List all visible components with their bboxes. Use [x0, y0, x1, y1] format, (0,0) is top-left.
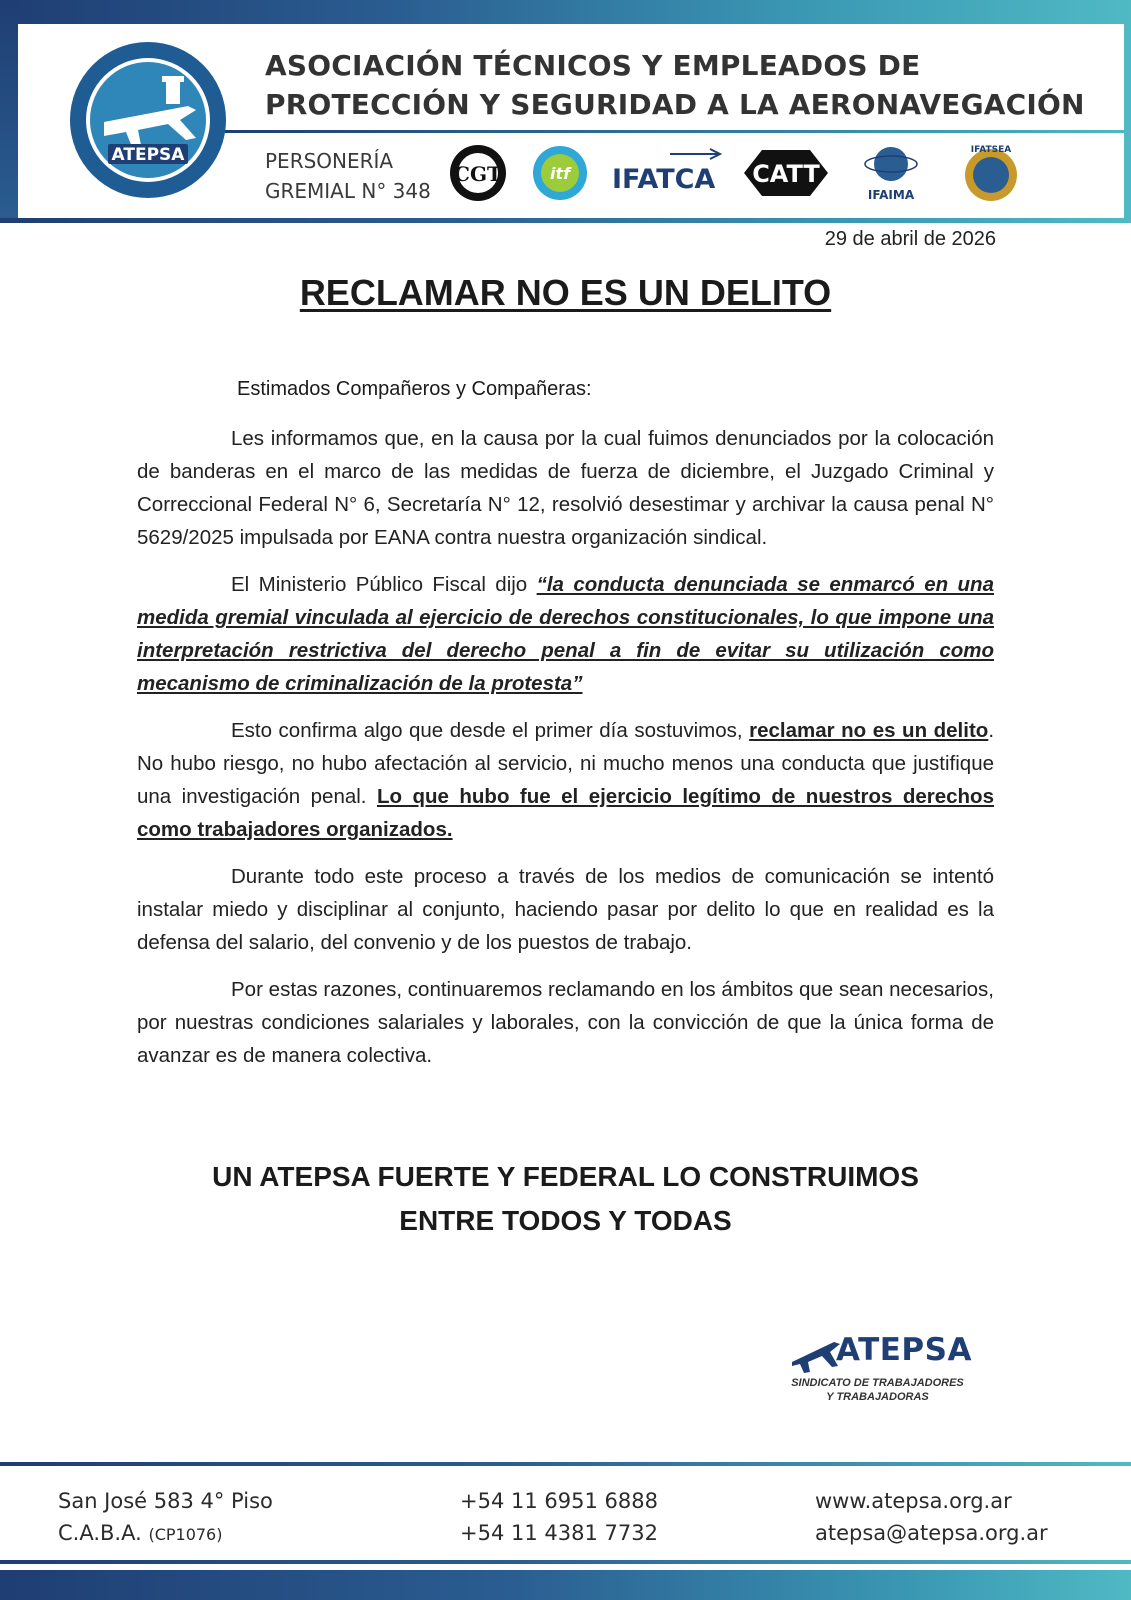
- cgt-logo: [448, 142, 508, 204]
- signature-logo-subtitle: [790, 1376, 965, 1404]
- ifatca-logo: [610, 142, 730, 204]
- footer-band: [0, 1570, 1131, 1600]
- paragraph-5: Por estas razones, continuaremos reclamando en los ámbitos que sean necesarios, por nuestras condiciones salariales y laborales, con la convicción de que la única forma de avanzar es de manera colectiva.: [137, 978, 994, 1067]
- paragraph-2: [137, 568, 994, 700]
- closing-slogan: [0, 1155, 1131, 1243]
- slogan-line2: ENTRE TODOS Y TODAS: [399, 1205, 732, 1236]
- paragraph-4: Durante todo este proceso a través de los medios de comunicación se intentó instalar miedo y disciplinar al conjunto, haciendo pasar por delito lo que en realidad es la defensa del salario, del convenio y de los puestos de trabajo.: [137, 865, 994, 954]
- personeria: [265, 146, 431, 206]
- itf-logo: [530, 142, 590, 204]
- footer-address-line2: C.A.B.A. (CP1076): [58, 1521, 223, 1545]
- document-title-text: RECLAMAR NO ES UN DELITO: [299, 272, 832, 313]
- paragraph-2-intro: El Ministerio Público Fiscal dijo: [231, 573, 537, 596]
- footer-address: [58, 1485, 273, 1551]
- atepsa-signature-logo: [790, 1332, 972, 1412]
- signature-logo-name: ATEPSA: [836, 1332, 972, 1368]
- svg-text:IFATSEA: IFATSEA: [970, 145, 1012, 155]
- header-right-line: [1124, 24, 1131, 222]
- svg-text:itf: itf: [549, 164, 571, 183]
- paragraph-1: Les informamos que, en la causa por la cual fuimos denunciados por la colocación de banderas en el marco de las medidas de fuerza de diciembre, el Juzgado Criminal y Correccional Federal N° 6, Secretaría N° 12, resolvió desestimar y archivar la causa penal N° 5629/2025 impulsada por EANA contra nuestra organización sindical.: [137, 427, 994, 549]
- tower-icon: [166, 80, 180, 104]
- footer-top-line: [0, 1462, 1131, 1466]
- document-title: [0, 272, 1131, 314]
- footer-address-line1: San José 583 4° Piso: [58, 1489, 273, 1513]
- org-title-line2: PROTECCIÓN Y SEGURIDAD A LA AERONAVEGACIÓN: [265, 88, 1085, 121]
- svg-text:IFATCA: IFATCA: [612, 164, 716, 195]
- slogan-line1: UN ATEPSA FUERTE Y FEDERAL LO CONSTRUIMOS: [212, 1161, 919, 1192]
- seal-name: ATEPSA: [111, 145, 185, 165]
- footer-phones: [460, 1485, 658, 1549]
- org-title: [265, 46, 1125, 124]
- footer-phone-2[interactable]: +54 11 4381 7732: [460, 1521, 658, 1545]
- atepsa-seal-logo: [68, 40, 228, 200]
- catt-logo: [742, 142, 830, 204]
- svg-text:CATT: CATT: [752, 160, 820, 188]
- fiscal-quote: “la conducta denunciada se enmarcó en una medida gremial vinculada al ejercicio de derechos constitucionales, lo que impone una interpretación restrictiva del derecho penal a fin de evitar su utilización como mecanismo de criminalización de la protesta”: [137, 573, 994, 695]
- signature-logo-sub1: SINDICATO DE TRABAJADORES: [791, 1377, 964, 1389]
- ifatsea-logo: [955, 142, 1027, 204]
- greeting: Estimados Compañeros y Compañeras:: [237, 378, 592, 400]
- paragraph-3: [137, 714, 994, 846]
- header-top-band: [0, 0, 1131, 24]
- paragraph-3-a: Esto confirma algo que desde el primer día sostuvimos,: [231, 719, 750, 742]
- org-title-line1: ASOCIACIÓN TÉCNICOS Y EMPLEADOS DE: [265, 49, 921, 82]
- svg-text:IFAIMA: IFAIMA: [867, 188, 915, 202]
- header-bottom-line: [0, 218, 1131, 223]
- svg-text:CGT: CGT: [454, 162, 502, 186]
- footer-phone-1[interactable]: +54 11 6951 6888: [460, 1489, 658, 1513]
- document-body: [137, 422, 994, 1086]
- header-divider: [225, 130, 1131, 133]
- plane-icon: [790, 1332, 842, 1374]
- footer-bottom-line: [0, 1560, 1131, 1564]
- paragraph-3-c: . No hubo riesgo, no hubo afectación al servicio, ni mucho menos una conducta que justifique una investigación penal.: [137, 719, 995, 808]
- header-left-band: [0, 0, 18, 222]
- footer-website-link[interactable]: www.atepsa.org.ar: [815, 1489, 1012, 1513]
- personeria-line2: GREMIAL N° 348: [265, 179, 431, 203]
- paragraph-3-emphasis-2: Lo que hubo fue el ejercicio legítimo de nuestros derechos como trabajadores organizados.: [137, 785, 994, 841]
- paragraph-3-emphasis: reclamar no es un delito: [749, 719, 989, 742]
- document-date: 29 de abril de 2026: [824, 228, 996, 250]
- signature-logo-sub2: Y TRABAJADORAS: [826, 1391, 929, 1403]
- personeria-line1: PERSONERÍA: [265, 149, 394, 173]
- footer-email-link[interactable]: atepsa@atepsa.org.ar: [815, 1521, 1048, 1545]
- ifaima-logo: [852, 142, 930, 204]
- footer-contact: [815, 1485, 1048, 1549]
- footer-cp: (CP1076): [148, 1525, 223, 1544]
